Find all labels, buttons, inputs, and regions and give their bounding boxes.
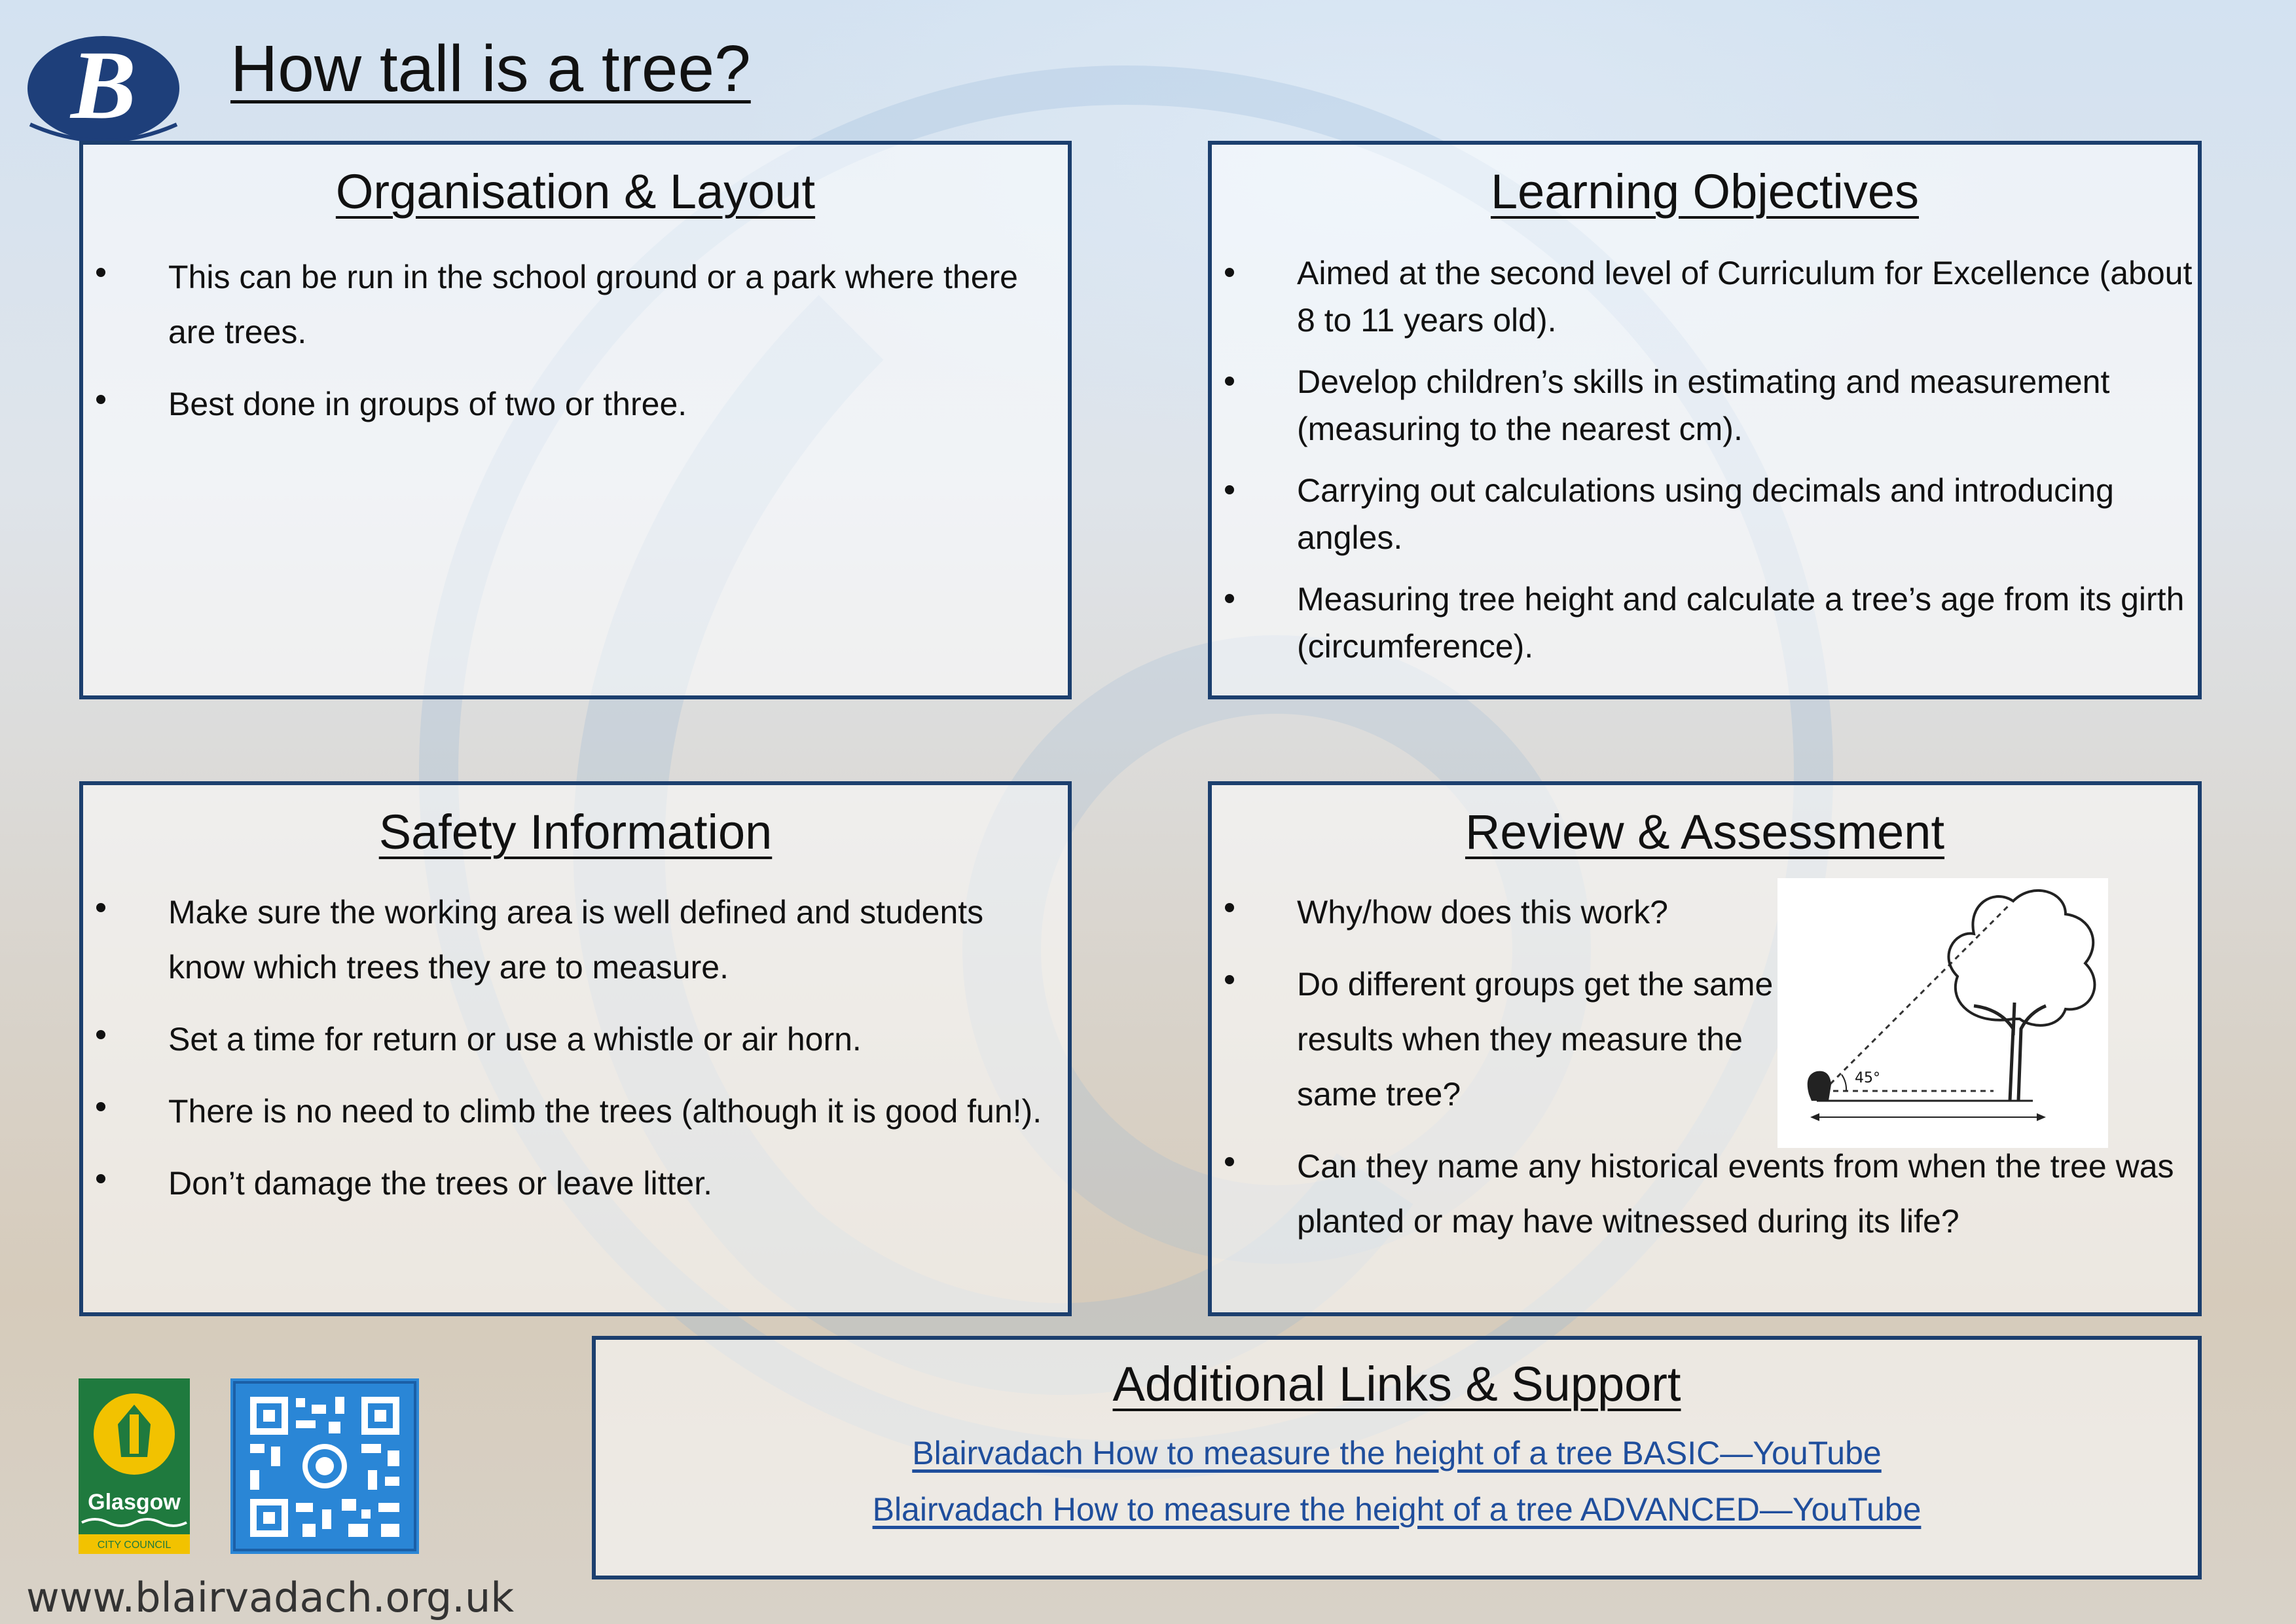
safety-heading: Safety Information (378, 805, 773, 859)
links-list (596, 1425, 2198, 1538)
advanced-video-link[interactable]: Blairvadach How to measure the height of a tree ADVANCED—YouTube (872, 1491, 1922, 1528)
safety-panel (79, 781, 1072, 1316)
list-item: Aimed at the second level of Curriculum for Excellence (about 8 to 11 years old). (1212, 249, 2198, 344)
list-item: Make sure the working area is well defined and students know which trees they are to measure. (83, 885, 1068, 995)
list-item: There is no need to climb the trees (although it is good fun!). (83, 1084, 1068, 1139)
list-item: Set a time for return or use a whistle or air horn. (83, 1012, 1068, 1067)
glasgow-city-council-logo (79, 1378, 190, 1554)
council-name: Glasgow (88, 1490, 181, 1515)
website-url: www.blairvadach.org.uk (26, 1574, 515, 1621)
list-item: Develop children’s skills in estimating and measurement (measuring to the nearest cm). (1212, 358, 2198, 452)
basic-video-link[interactable]: Blairvadach How to measure the height of a tree BASIC—YouTube (912, 1435, 1882, 1471)
logo-letter: B (70, 31, 137, 139)
organisation-list (83, 249, 1068, 432)
list-item: Can they name any historical events from when the tree was planted or may have witnessed during its life? (1212, 1139, 2198, 1249)
list-item: Do different groups get the same results when they measure the same tree? (1212, 957, 2198, 1122)
objectives-list (1212, 249, 2198, 670)
list-item: Don’t damage the trees or leave litter. (83, 1156, 1068, 1211)
list-item: Carrying out calculations using decimals and introducing angles. (1212, 467, 2198, 561)
list-item: Measuring tree height and calculate a tree’s age from its girth (circumference). (1212, 576, 2198, 670)
safety-list (83, 885, 1068, 1211)
objectives-heading: Learning Objectives (1490, 164, 1920, 219)
review-heading: Review & Assessment (1465, 805, 1945, 859)
qr-code[interactable] (230, 1378, 419, 1554)
tree-measurement-diagram (1777, 878, 2108, 1148)
organisation-panel (79, 141, 1072, 699)
objectives-panel (1208, 141, 2202, 699)
angle-label: 45° (1855, 1070, 1880, 1086)
page-title: How tall is a tree? (230, 32, 751, 105)
council-sub: CITY COUNCIL (97, 1540, 172, 1551)
links-heading: Additional Links & Support (1112, 1357, 1681, 1411)
list-item: This can be run in the school ground or a park where there are trees. (83, 249, 1068, 360)
review-list-continued (1212, 1139, 2198, 1249)
list-item: Why/how does this work? (1212, 885, 2198, 940)
review-panel (1208, 781, 2202, 1316)
blairvadach-logo (25, 26, 182, 151)
links-panel (592, 1336, 2202, 1579)
organisation-heading: Organisation & Layout (335, 164, 816, 219)
list-item: Best done in groups of two or three. (83, 377, 1068, 432)
